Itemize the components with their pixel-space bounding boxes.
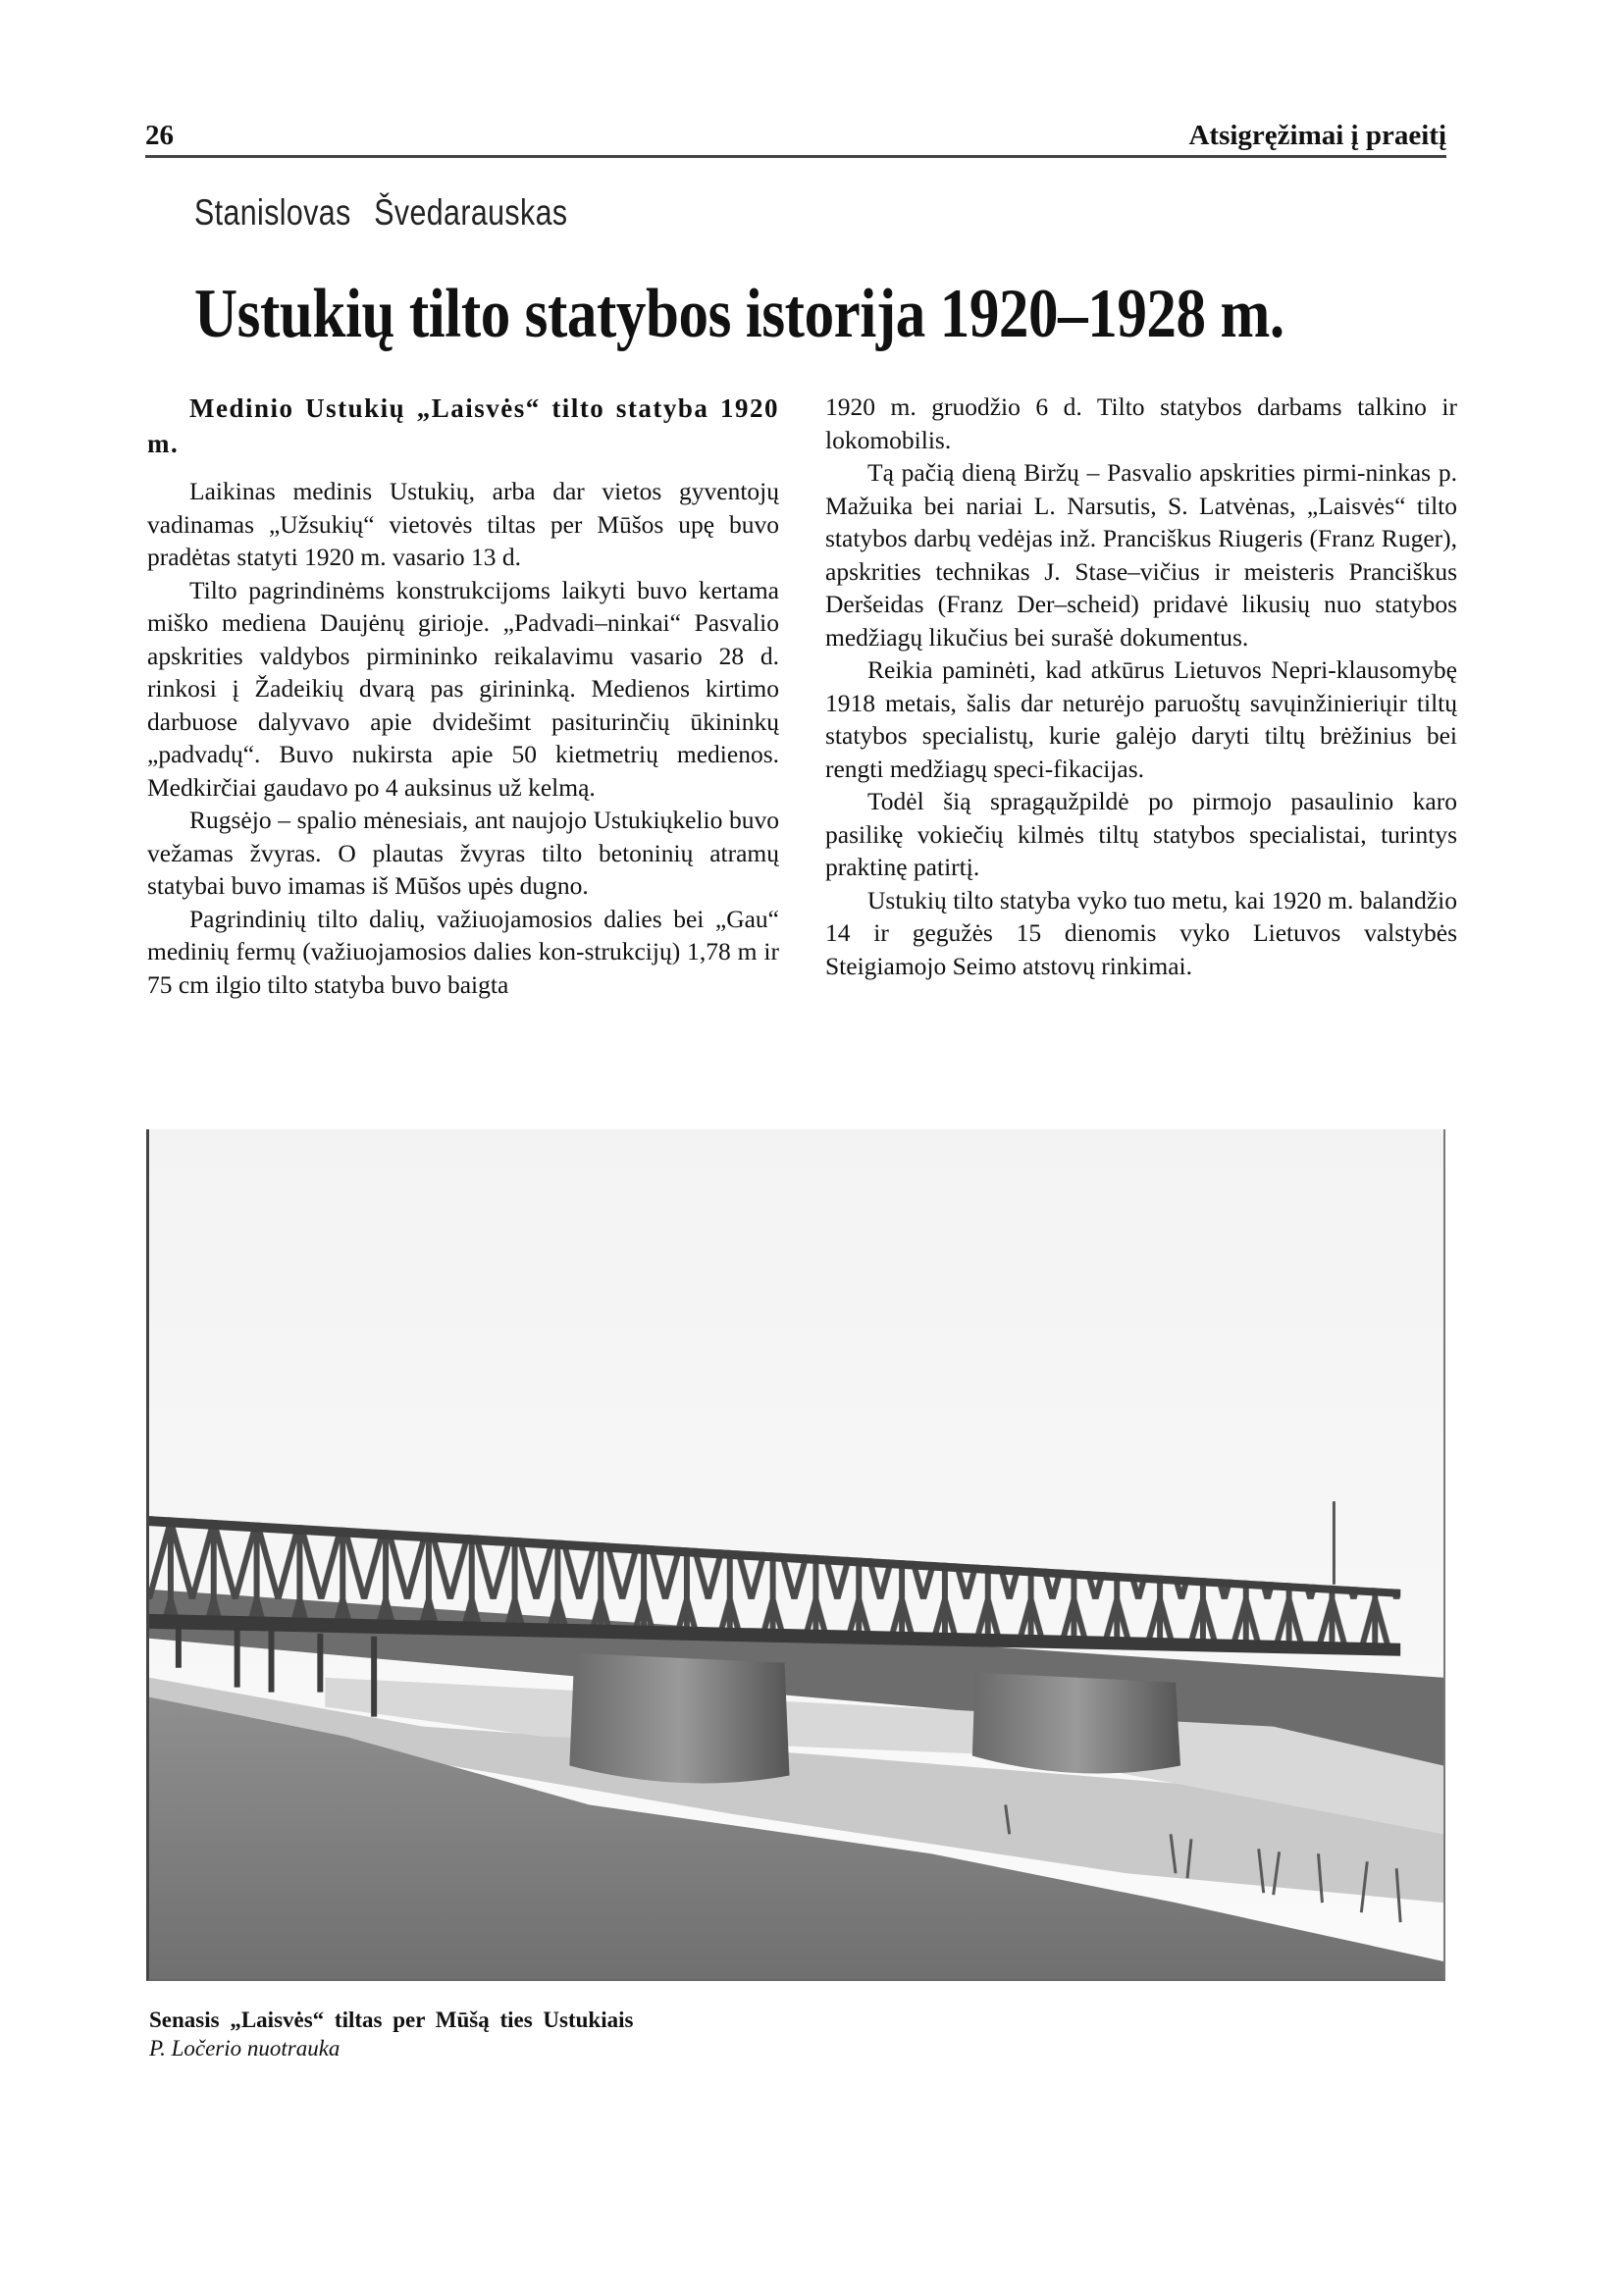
bridge-photo-image (149, 1129, 1443, 1979)
paragraph: Ustukių tilto statyba vyko tuo metu, kai 1920 m. balandžio 14 ir gegužės 15 dienomis vyko Lietuvos valstybės Steigiamojo Seimo atstovų rinkimai. (825, 885, 1457, 980)
paragraph: Reikia paminėti, kad atkūrus Lietuvos Nepri-klausomybę 1918 metais, šalis dar neturėjo paruoštų savųinžinieriųir tiltų statybos specialistų, kurie galėjo daryti tiltų brėžinius bei rengti medžiagų speci-fikacijas. (825, 655, 1457, 783)
paragraph: Laikinas medinis Ustukių, arba dar vietos gyventojų vadinamas „Užsukių“ vietovės tiltas per Mūšos upę buvo pradėtas statyti 1920 m. vasario 13 d. (147, 477, 779, 571)
paragraph: Rugsėjo – spalio mėnesiais, ant naujojo Ustukiųkelio buvo vežamas žvyras. O plautas žvyras tilto betoninių atramų statybai buvo imamas iš Mūšos upės dugno. (147, 806, 779, 900)
paragraph: Pagrindinių tilto dalių, važiuojamosios dalies bei „Gau“ medinių fermų (važiuojamosios dalies kon-strukcijų) 1,78 m ir 75 cm ilgio tilto statyba buvo baigta (147, 904, 779, 999)
article-title: Ustukių tilto statybos istorija 1920–1928 m. (194, 276, 1284, 352)
left-column (147, 391, 779, 1001)
article-author: Stanislovas Švedarauskas (194, 192, 568, 233)
running-title: Atsigręžimai į praeitį (1188, 120, 1446, 151)
page-number: 26 (145, 120, 174, 151)
figure-caption (149, 2006, 633, 2062)
photo-credit: P. Ločerio nuotrauka (149, 2036, 341, 2060)
right-column (825, 391, 1457, 982)
page-header (145, 116, 1446, 158)
section-heading: Medinio Ustukių „Laisvės“ tilto statyba 1920 m. (147, 393, 779, 458)
paragraph: Todėl šią spragąužpildė po pirmojo pasaulinio karo pasilikę vokiečių kilmės tiltų statybos specialistai, turintys praktinę patirtį. (825, 787, 1457, 881)
caption-title: Senasis „Laisvės“ tiltas per Mūšą ties Ustukiais (149, 2008, 634, 2032)
paragraph: Tilto pagrindinėms konstrukcijoms laikyti buvo kertama miško mediena Daujėnų girioje. „Padvadi–ninkai“ Pasvalio apskrities valdybos pirmininko reikalavimu vasario 28 d. rinkosi į Žadeikių dvarą pas girininką. Medienos kirtimo darbuose dalyvavo apie dvidešimt pasiturinčių ūkininkų „padvadų“. Buvo nukirsta apie 50 kietmetrių medienos. Medkirčiai gaudavo po 4 auksinus už kelmą. (147, 575, 779, 802)
paragraph: Tą pačią dieną Biržų – Pasvalio apskrities pirmi-ninkas p. Mažuika bei nariai L. Narsutis, S. Latvėnas, „Laisvės“ tilto statybos darbų vedėjas inž. Pranciškus Riugeris (Franz Ruger), apskrities technikas J. Stase–vičius ir meisteris Pranciškus Deršeidas (Franz Der–scheid) pridavė likusių nuo statybos medžiagų likučius bei surašė dokumentus. (825, 458, 1457, 652)
bridge-photo (146, 1129, 1445, 1981)
paragraph: 1920 m. gruodžio 6 d. Tilto statybos darbams talkino ir lokomobilis. (825, 392, 1457, 454)
